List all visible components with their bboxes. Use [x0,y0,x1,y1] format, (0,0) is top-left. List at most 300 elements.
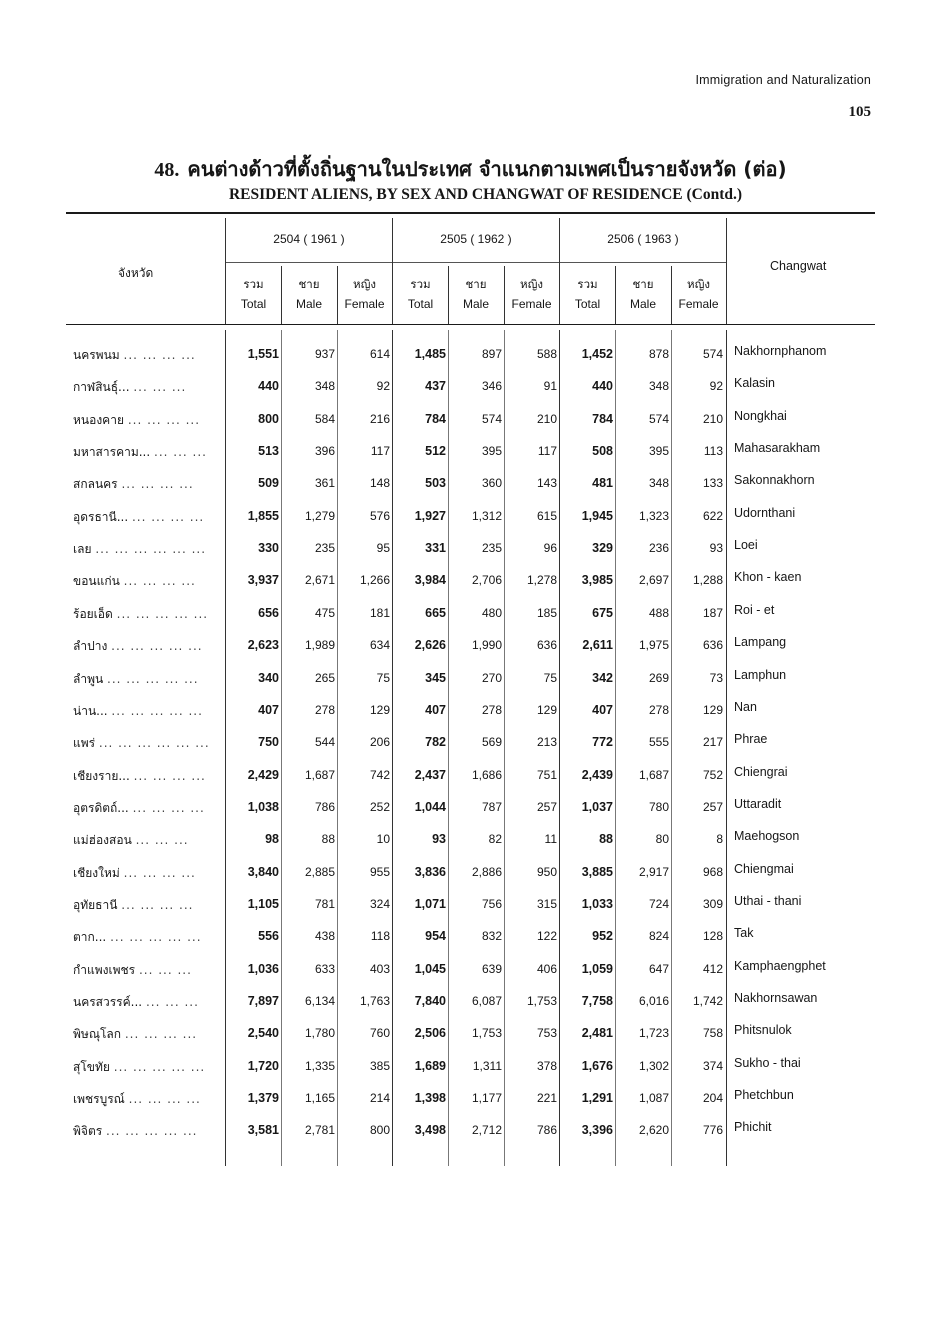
cell-male-1962: 82 [488,832,502,846]
cell-female-1963: 93 [709,541,723,555]
changwat-thai-name [73,993,199,1012]
changwat-thai-name [73,475,194,494]
cell-female-1962: 315 [536,897,557,911]
header-bottom-rule [66,324,875,325]
cell-female-1963: 374 [702,1059,723,1073]
cell-female-1961: 614 [369,347,390,361]
cell-male-1961: 786 [314,800,335,814]
changwat-thai-label: เชียงราย... [73,769,130,783]
cell-male-1962: 1,686 [471,768,502,782]
leader-dots: ... ... ... ... ... [113,1060,206,1074]
table-row [0,403,941,435]
cell-female-1963: 92 [709,379,723,393]
cell-male-1963: 348 [648,379,669,393]
cell-total-1961: 3,840 [247,865,279,879]
cell-female-1961: 117 [370,444,390,458]
cell-female-1962: 122 [536,929,557,943]
cell-female-1963: 309 [702,897,723,911]
cell-male-1962: 395 [481,444,502,458]
cell-male-1961: 361 [314,476,335,490]
changwat-thai-name [73,1025,197,1044]
cell-female-1963: 968 [702,865,723,879]
cell-female-1963: 217 [702,735,723,749]
cell-total-1962: 1,071 [414,897,446,911]
table-row [0,662,941,694]
cell-female-1961: 95 [376,541,390,555]
cell-female-1962: 257 [536,800,557,814]
leader-dots: ... ... ... ... [128,1092,201,1106]
subheader-total-english: Total [240,297,267,311]
cell-female-1961: 955 [369,865,390,879]
cell-male-1963: 1,723 [638,1026,669,1040]
cell-male-1962: 2,712 [471,1123,502,1137]
cell-male-1962: 832 [481,929,502,943]
changwat-thai-name [73,702,203,721]
leader-dots: ... ... ... ... [124,1027,198,1041]
cell-total-1963: 407 [592,703,613,717]
cell-female-1963: 210 [702,412,723,426]
changwat-thai-label: สกลนคร [73,477,118,491]
changwat-thai-name [73,961,192,980]
table-row [0,1017,941,1049]
table-row [0,629,941,661]
cell-total-1961: 750 [258,735,279,749]
cell-male-1963: 395 [648,444,669,458]
cell-male-1961: 278 [314,703,335,717]
table-row [0,823,941,855]
cell-male-1961: 6,134 [304,994,335,1008]
table-row [0,856,941,888]
leader-dots: ... ... ... [154,445,207,459]
changwat-english-name: Uttaradit [734,797,782,811]
cell-female-1961: 75 [376,671,390,685]
subheader-male-thai: ชาย [298,277,320,291]
changwat-english-name: Uthai - thani [734,894,802,908]
cell-female-1961: 10 [376,832,390,846]
subheader-female [504,274,559,314]
cell-female-1961: 800 [369,1123,390,1137]
cell-total-1961: 509 [258,476,279,490]
cell-male-1962: 1,990 [471,638,502,652]
cell-female-1962: 210 [536,412,557,426]
year-rule [226,262,726,263]
leader-dots: ... ... ... ... ... [116,607,209,621]
cell-female-1963: 73 [709,671,723,685]
changwat-thai-label: พิษณุโลก [73,1027,122,1041]
changwat-thai-name [73,799,205,818]
changwat-thai-label: มหาสารคาม... [73,445,151,459]
cell-male-1962: 574 [481,412,502,426]
cell-female-1961: 252 [369,800,390,814]
cell-total-1963: 1,037 [581,800,613,814]
cell-total-1962: 503 [425,476,446,490]
cell-male-1961: 1,687 [304,768,335,782]
changwat-english-name: Sakonnakhorn [734,473,815,487]
cell-female-1963: 257 [702,800,723,814]
subheader-female-thai: หญิง [353,277,376,291]
changwat-english-name: Kamphaengphet [734,959,826,973]
cell-total-1962: 3,836 [414,865,446,879]
cell-total-1961: 1,720 [247,1059,279,1073]
cell-total-1963: 3,885 [581,865,613,879]
table-row [0,338,941,370]
cell-male-1961: 1,279 [304,509,335,523]
changwat-english-name: Phitsnulok [734,1023,792,1037]
changwat-thai-name [73,378,186,397]
leader-dots: ... ... ... ... [127,413,201,427]
changwat-thai-label: ตาก... [73,930,107,944]
cell-total-1962: 407 [425,703,446,717]
table-title-english: RESIDENT ALIENS, BY SEX AND CHANGWAT OF RESIDENCE (Contd.) [228,186,743,203]
cell-female-1963: 752 [702,768,723,782]
changwat-thai-name [73,1058,205,1077]
cell-total-1962: 1,927 [414,509,446,523]
cell-male-1961: 633 [314,962,335,976]
cell-female-1963: 129 [702,703,723,717]
cell-total-1962: 782 [425,735,446,749]
cell-male-1962: 2,886 [471,865,502,879]
cell-female-1963: 1,742 [692,994,723,1008]
changwat-english-name: Chiengrai [734,765,788,779]
cell-female-1963: 574 [702,347,723,361]
changwat-thai-label: ขอนแก่น [73,574,120,588]
cell-male-1963: 574 [648,412,669,426]
cell-male-1962: 278 [481,703,502,717]
cell-total-1963: 7,758 [581,994,613,1008]
cell-male-1962: 270 [481,671,502,685]
cell-total-1961: 1,036 [247,962,279,976]
cell-male-1961: 348 [314,379,335,393]
cell-total-1963: 1,291 [581,1091,613,1105]
table-row [0,1082,941,1114]
subheader-male-english: Male [295,297,322,311]
changwat-thai-label: สุโขทัย [73,1060,110,1074]
leader-dots: ... ... ... [145,995,199,1009]
leader-dots: ... ... ... [138,963,192,977]
cell-total-1962: 2,437 [414,768,446,782]
cell-male-1961: 937 [314,347,335,361]
cell-female-1963: 204 [702,1091,723,1105]
cell-male-1961: 265 [314,671,335,685]
cell-total-1961: 2,429 [247,768,279,782]
cell-female-1963: 187 [702,606,723,620]
cell-total-1963: 1,676 [581,1059,613,1073]
cell-male-1961: 781 [314,897,335,911]
leader-dots: ... ... ... ... ... [111,704,203,718]
cell-female-1962: 786 [536,1123,557,1137]
cell-total-1962: 1,485 [414,347,446,361]
cell-male-1961: 2,671 [304,573,335,587]
cell-female-1963: 133 [702,476,723,490]
cell-female-1961: 206 [369,735,390,749]
cell-female-1963: 8 [716,832,723,846]
cell-total-1961: 2,540 [247,1026,279,1040]
cell-male-1961: 475 [314,606,335,620]
cell-total-1961: 3,937 [247,573,279,587]
cell-female-1963: 128 [702,929,723,943]
cell-total-1963: 2,611 [582,638,613,652]
changwat-thai-name [73,831,189,850]
leader-dots: ... ... ... ... [132,801,205,815]
column-header-changwat-english: Changwat [770,259,827,273]
changwat-thai-label: แพร่ [73,736,96,750]
cell-total-1961: 330 [258,541,279,555]
changwat-english-name: Maehogson [734,829,800,843]
leader-dots: ... ... ... ... ... [110,930,202,944]
cell-total-1963: 1,945 [581,509,613,523]
cell-female-1961: 118 [370,929,390,943]
cell-male-1963: 6,016 [638,994,669,1008]
cell-male-1963: 555 [648,735,669,749]
changwat-english-name: Loei [734,538,758,552]
subheader-total-thai: รวม [243,277,264,291]
changwat-thai-name [73,896,193,915]
leader-dots: ... ... ... ... ... [106,1124,198,1138]
cell-total-1963: 2,439 [581,768,613,782]
table-row [0,888,941,920]
subheader-male-thai: ชาย [632,277,654,291]
changwat-english-name: Chiengmai [734,862,794,876]
changwat-thai-label: ลำพูน [73,672,104,686]
cell-male-1963: 824 [648,929,669,943]
cell-male-1963: 1,687 [638,768,669,782]
leader-dots: ... ... ... ... [121,477,194,491]
cell-female-1962: 751 [536,768,557,782]
cell-female-1961: 403 [369,962,390,976]
table-row [0,759,941,791]
cell-female-1963: 412 [702,962,723,976]
changwat-english-name: Nan [734,700,757,714]
cell-male-1961: 438 [314,929,335,943]
subheader-total-thai: รวม [410,277,431,291]
cell-female-1962: 636 [536,638,557,652]
cell-male-1961: 396 [314,444,335,458]
cell-total-1962: 3,984 [414,573,446,587]
cell-female-1961: 1,763 [359,994,390,1008]
table-title-thai-text: คนต่างด้าวที่ตั้งถิ่นฐานในประเทศ จำแนกตามเพศเป็นรายจังหวัด (ต่อ) [187,157,787,181]
changwat-thai-label: เพชรบูรณ์ [73,1092,125,1106]
cell-total-1963: 342 [592,671,613,685]
subheader-female-thai: หญิง [520,277,543,291]
cell-male-1962: 6,087 [471,994,502,1008]
cell-total-1961: 513 [258,444,279,458]
cell-female-1961: 181 [369,606,390,620]
leader-dots: ... ... ... ... [133,769,206,783]
year-header-1963: 2506 ( 1963 ) [607,232,679,246]
cell-total-1963: 88 [599,832,613,846]
changwat-thai-name [73,411,200,430]
cell-total-1961: 1,105 [247,897,279,911]
table-title-thai [0,153,941,185]
cell-female-1962: 221 [536,1091,557,1105]
cell-total-1963: 481 [592,476,613,490]
cell-male-1963: 878 [648,347,669,361]
subheader-male-thai: ชาย [465,277,487,291]
cell-total-1961: 340 [258,671,279,685]
cell-total-1961: 7,897 [247,994,279,1008]
changwat-thai-name [73,767,206,786]
cell-male-1961: 584 [314,412,335,426]
cell-total-1963: 508 [592,444,613,458]
cell-female-1963: 758 [702,1026,723,1040]
subheader-male [615,274,671,314]
cell-male-1962: 1,312 [471,509,502,523]
cell-female-1961: 576 [369,509,390,523]
changwat-thai-name [73,540,206,559]
cell-male-1962: 1,311 [472,1059,502,1073]
table-row [0,370,941,402]
changwat-english-name: Khon - kaen [734,570,802,584]
subheader-male [281,274,337,314]
cell-total-1962: 1,689 [414,1059,446,1073]
cell-female-1962: 96 [543,541,557,555]
table-row [0,726,941,758]
cell-male-1961: 544 [314,735,335,749]
cell-female-1961: 385 [369,1059,390,1073]
cell-male-1963: 269 [648,671,669,685]
cell-female-1962: 129 [536,703,557,717]
table-row [0,597,941,629]
cell-total-1961: 1,038 [247,800,279,814]
subheader-male-english: Male [629,297,656,311]
table-row [0,467,941,499]
leader-dots: ... ... ... ... ... [107,672,199,686]
cell-female-1963: 1,288 [692,573,723,587]
cell-female-1963: 776 [702,1123,723,1137]
changwat-thai-name [73,1090,201,1109]
cell-female-1962: 378 [536,1059,557,1073]
cell-total-1961: 98 [265,832,279,846]
changwat-thai-label: อุทัยธานี [73,898,118,912]
changwat-thai-name [73,864,196,883]
cell-male-1963: 2,917 [638,865,669,879]
table-row [0,564,941,596]
changwat-thai-name [73,443,207,462]
subheader-male [448,274,504,314]
cell-total-1961: 1,855 [247,509,279,523]
cell-female-1962: 185 [536,606,557,620]
table-row [0,953,941,985]
changwat-english-name: Phetchbun [734,1088,794,1102]
subheader-female-thai: หญิง [687,277,710,291]
cell-total-1963: 1,452 [581,347,613,361]
cell-total-1963: 440 [592,379,613,393]
running-header: Immigration and Naturalization [695,73,871,87]
cell-female-1962: 213 [536,735,557,749]
cell-male-1963: 1,087 [638,1091,669,1105]
cell-male-1961: 235 [314,541,335,555]
cell-female-1962: 11 [544,832,557,846]
cell-female-1962: 1,753 [526,994,557,1008]
subheader-total-thai: รวม [577,277,598,291]
leader-dots: ... ... ... ... ... ... [98,736,210,750]
cell-total-1962: 784 [425,412,446,426]
subheader-total [393,274,448,314]
cell-male-1963: 2,620 [638,1123,669,1137]
cell-male-1962: 897 [481,347,502,361]
cell-female-1961: 742 [369,768,390,782]
cell-total-1962: 437 [425,379,446,393]
cell-male-1963: 80 [655,832,669,846]
changwat-english-name: Nongkhai [734,409,787,423]
cell-total-1961: 556 [258,929,279,943]
table-number: 48. [154,159,180,181]
cell-total-1962: 93 [432,832,446,846]
cell-total-1962: 2,626 [414,638,446,652]
cell-total-1962: 512 [425,444,446,458]
changwat-thai-label: อุดรธานี... [73,510,129,524]
cell-male-1962: 360 [481,476,502,490]
leader-dots: ... ... ... ... [121,898,194,912]
cell-female-1963: 113 [703,444,723,458]
leader-dots: ... ... ... ... [123,574,196,588]
cell-female-1961: 760 [369,1026,390,1040]
changwat-thai-name [73,572,196,591]
leader-dots: ... ... ... [133,380,187,394]
cell-male-1961: 2,781 [304,1123,335,1137]
cell-total-1962: 954 [425,929,446,943]
cell-female-1961: 214 [369,1091,390,1105]
cell-total-1963: 675 [592,606,613,620]
table-row [0,694,941,726]
changwat-thai-label: กำแพงเพชร [73,963,136,977]
column-header-changwat-thai: จังหวัด [118,266,154,280]
cell-female-1961: 148 [369,476,390,490]
cell-male-1961: 2,885 [304,865,335,879]
cell-total-1961: 800 [258,412,279,426]
table-row [0,435,941,467]
table-row [0,500,941,532]
subheader-female [337,274,392,314]
table-row [0,985,941,1017]
cell-total-1961: 2,623 [247,638,279,652]
cell-female-1961: 324 [369,897,390,911]
cell-total-1962: 1,044 [414,800,446,814]
cell-female-1961: 92 [376,379,390,393]
cell-total-1961: 656 [258,606,279,620]
cell-total-1961: 3,581 [247,1123,279,1137]
cell-female-1962: 91 [543,379,557,393]
leader-dots: ... ... ... ... ... ... [95,542,207,556]
cell-male-1963: 1,302 [638,1059,669,1073]
cell-male-1962: 756 [481,897,502,911]
changwat-thai-name [73,734,210,753]
cell-male-1962: 2,706 [471,573,502,587]
cell-total-1962: 7,840 [414,994,446,1008]
leader-dots: ... ... ... [135,833,189,847]
changwat-thai-name [73,670,199,689]
cell-male-1963: 236 [648,541,669,555]
changwat-thai-label: นครพนม [73,348,120,362]
cell-male-1963: 348 [648,476,669,490]
cell-male-1962: 1,753 [471,1026,502,1040]
subheader-total-english: Total [574,297,601,311]
cell-total-1962: 331 [425,541,446,555]
table-row [0,920,941,952]
cell-male-1962: 569 [481,735,502,749]
subheader-total [560,274,615,314]
cell-total-1962: 1,398 [414,1091,446,1105]
cell-total-1961: 1,551 [247,347,279,361]
cell-male-1963: 278 [648,703,669,717]
cell-total-1962: 665 [425,606,446,620]
changwat-english-name: Roi - et [734,603,775,617]
changwat-english-name: Phrae [734,732,768,746]
changwat-thai-label: แม่ฮ่องสอน [73,833,132,847]
changwat-thai-label: อุตรดิตถ์... [73,801,129,815]
subheader-total-english: Total [407,297,434,311]
cell-male-1961: 1,335 [304,1059,335,1073]
